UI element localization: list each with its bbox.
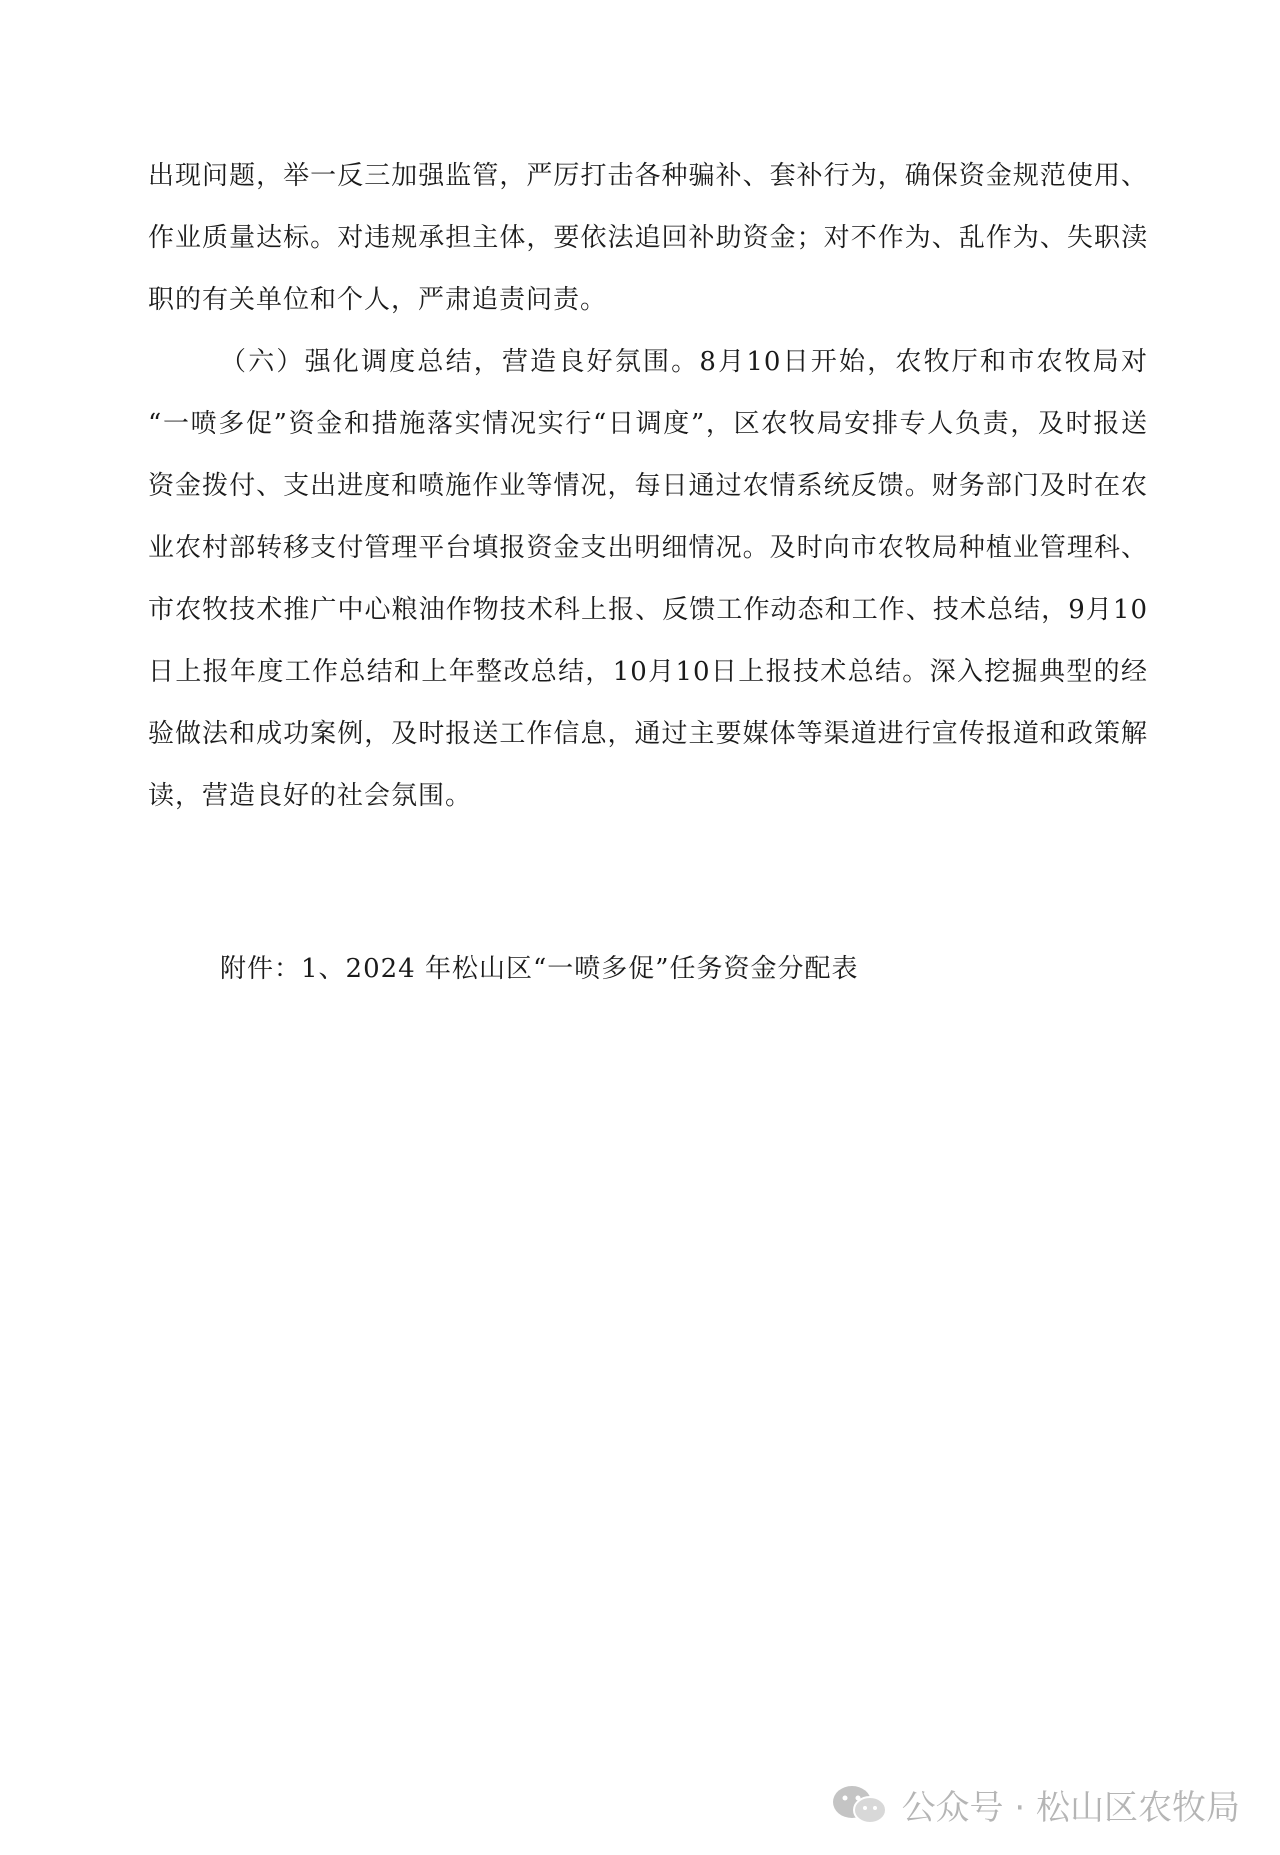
paragraph-section-6: （六）强化调度总结，营造良好氛围。8月10日开始，农牧厅和市农牧局对 “一喷多促”资金和措施落实情况实行“日调度”，区农牧局安排专人负责，及时报送资金拨付、支出进度和喷施作业等情况，每日通过农情系统反馈。财务部门及时在农业农村部转移支付管理平台填报资金支出明细情况。及时向市农牧局种植业管理科、市农牧技术推广中心粮油作物技术科上报、反馈工作动态和工作、技术总结，9月10日上报年度工作总结和上年整改总结，10月10日上报技术总结。深入挖掘典型的经验做法和成功案例，及时报送工作信息，通过主要媒体等渠道进行宣传报道和政策解读，营造良好的社会氛围。 [148,347,1148,811]
attachment-line: 附件：1、2024 年松山区“一喷多促”任务资金分配表 [220,954,859,984]
paragraph-continuation: 出现问题，举一反三加强监管，严厉打击各种骗补、套补行为，确保资金规范使用、作业质量达标。对违规承担主体，要依法追回补助资金；对不作为、乱作为、失职渎职的有关单位和个人，严肃追责问责。 [148,161,1148,315]
watermark-label: 公众号 · 松山区农牧局 [901,1788,1240,1828]
wechat-watermark [830,1780,1240,1829]
wechat-icon [830,1783,890,1827]
